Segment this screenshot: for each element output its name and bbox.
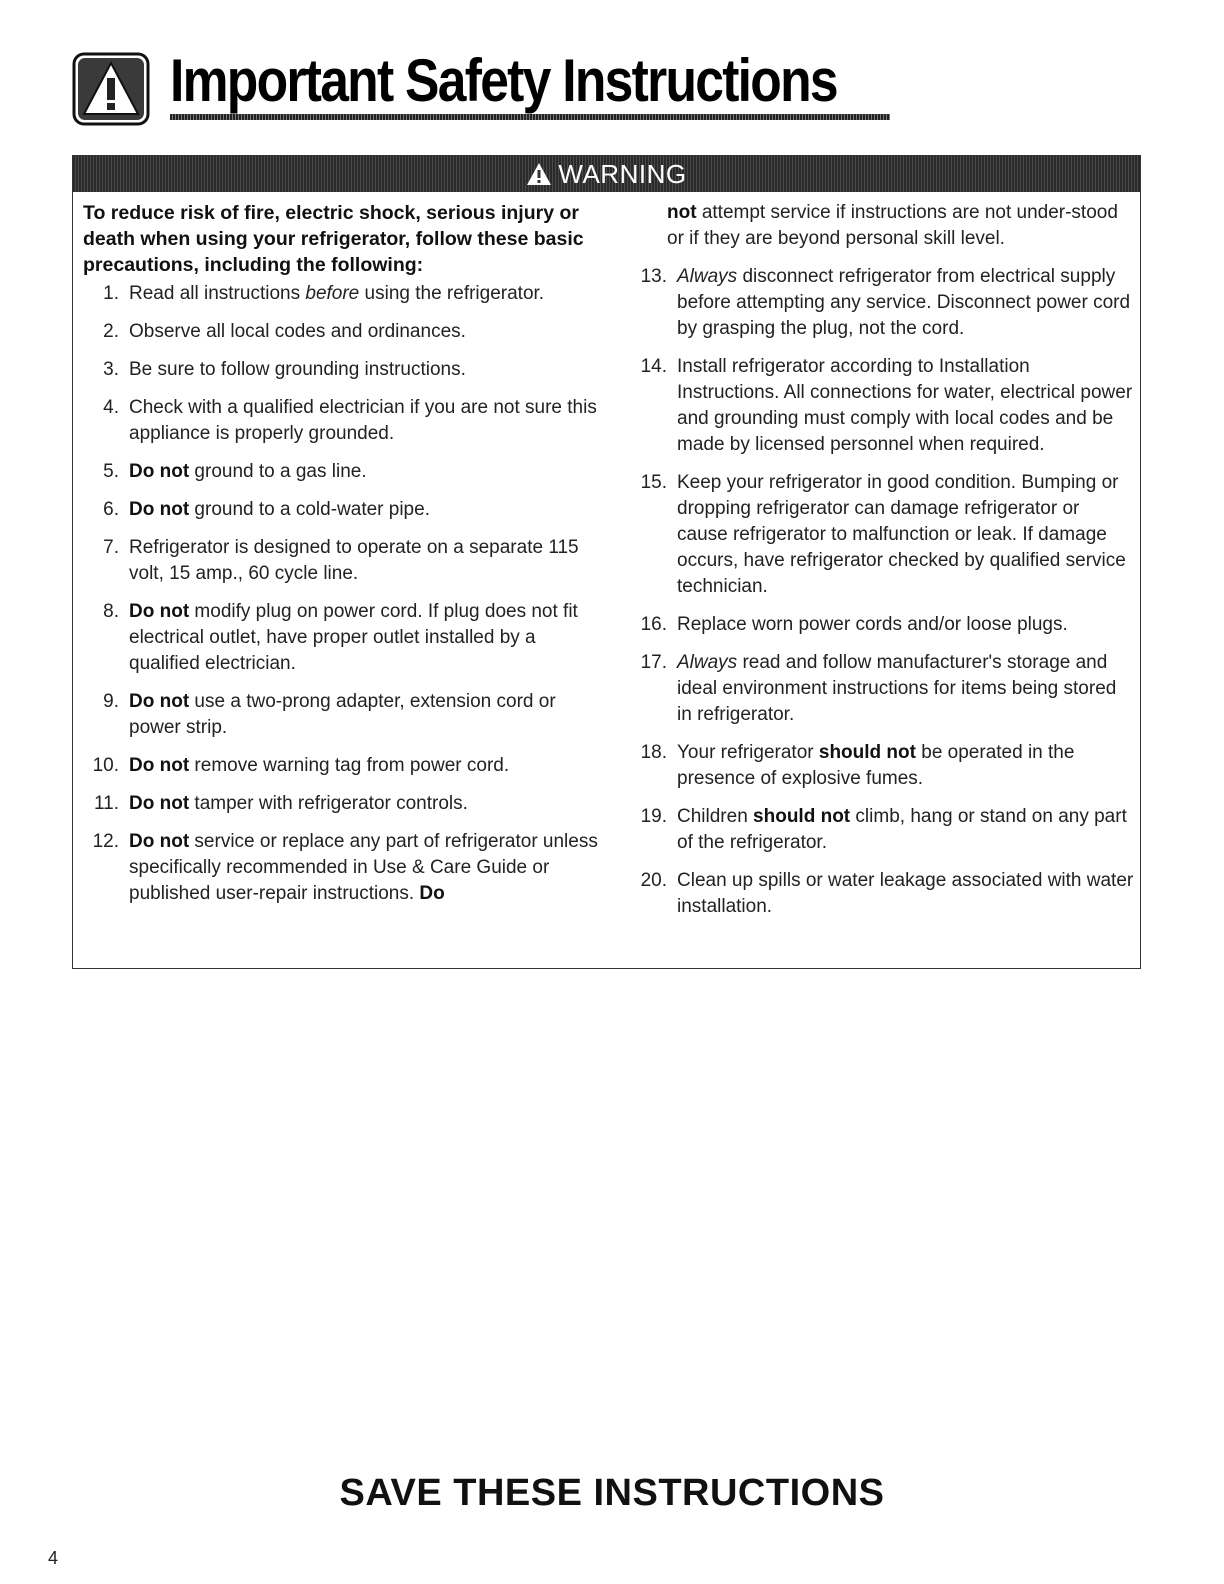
list-item [83, 599, 603, 677]
list-item [83, 395, 603, 447]
item-text: Check with a qualified electrician if you are not sure this appliance is properly grounded. [129, 397, 597, 444]
list-item-continuation: not attempt service if instructions are not under-stood or if they are beyond personal skill level. [667, 202, 1118, 249]
item-number: 1. [103, 283, 119, 304]
item-number: 2. [103, 321, 119, 342]
item-number: 8. [103, 601, 119, 622]
list-item [83, 753, 603, 779]
item-number: 4. [103, 397, 119, 418]
save-instructions-title: SAVE THESE INSTRUCTIONS [339, 1472, 885, 1514]
item-text: Refrigerator is designed to operate on a separate 115 volt, 15 amp., 60 cycle line. [129, 537, 579, 584]
list-item [631, 354, 1135, 458]
item-number: 9. [103, 691, 119, 712]
item-text: Do not remove warning tag from power cord. [129, 755, 510, 776]
item-number: 15. [640, 472, 667, 493]
list-item [631, 804, 1135, 856]
right-column [631, 200, 1135, 932]
item-text: Do not use a two-prong adapter, extension cord or power strip. [129, 691, 556, 738]
list-item [83, 791, 603, 817]
item-text: Always read and follow manufacturer's storage and ideal environment instructions for items being stored in refrigerator. [677, 652, 1117, 725]
list-item [631, 612, 1135, 638]
warning-heading [526, 159, 686, 190]
warning-label: WARNING [558, 158, 687, 189]
item-number: 7. [103, 537, 119, 558]
warning-intro: To reduce risk of fire, electric shock, serious injury or death when using your refrigerator, follow these basic precautions, including the following: [83, 202, 584, 276]
page-title: Important Safety Instructions [170, 47, 837, 114]
list-item [83, 459, 603, 485]
item-number: 5. [103, 461, 119, 482]
list-item [631, 264, 1135, 342]
item-number: 3. [103, 359, 119, 380]
list-item [631, 868, 1135, 920]
item-text: Be sure to follow grounding instructions. [129, 359, 466, 380]
item-text: Your refrigerator should not be operated in the presence of explosive fumes. [677, 742, 1075, 789]
item-text: Replace worn power cords and/or loose plugs. [677, 614, 1068, 635]
item-text: Do not ground to a cold-water pipe. [129, 499, 430, 520]
list-item [83, 497, 603, 523]
item-text: Keep your refrigerator in good condition. Bumping or dropping refrigerator can damage refrigerator or cause refrigerator to malfunction or leak. If damage occurs, have refrigerator checked by qualified service technician. [677, 472, 1126, 597]
list-item [83, 357, 603, 383]
item-number: 16. [640, 614, 667, 635]
item-text: Do not service or replace any part of refrigerator unless specifically recommended in Use & Care Guide or published user-repair instructions. Do [129, 831, 598, 904]
list-item [83, 829, 603, 907]
item-number: 14. [640, 356, 667, 377]
left-column [83, 200, 603, 919]
warning-bar [73, 156, 1140, 192]
item-number: 10. [92, 755, 119, 776]
list-item [631, 740, 1135, 792]
item-number: 18. [640, 742, 667, 763]
item-text: Clean up spills or water leakage associated with water installation. [677, 870, 1134, 917]
item-text: Observe all local codes and ordinances. [129, 321, 466, 342]
item-text: Children should not climb, hang or stand on any part of the refrigerator. [677, 806, 1127, 853]
item-text: Do not tamper with refrigerator controls. [129, 793, 468, 814]
item-text: Read all instructions before using the refrigerator. [129, 283, 545, 304]
list-item [83, 689, 603, 741]
list-item [83, 535, 603, 587]
item-text: Install refrigerator according to Installation Instructions. All connections for water, electrical power and grounding must comply with local codes and be made by licensed personnel when required. [677, 356, 1133, 455]
item-number: 19. [640, 806, 667, 827]
title-underline [170, 114, 890, 120]
item-text: Do not modify plug on power cord. If plug does not fit electrical outlet, have proper outlet installed by a qualified electrician. [129, 601, 578, 674]
list-item [83, 319, 603, 345]
item-text: Do not ground to a gas line. [129, 461, 367, 482]
page-number: 4 [48, 1548, 59, 1568]
item-number: 13. [640, 266, 667, 287]
list-item [631, 650, 1135, 728]
list-item [631, 470, 1135, 600]
page-header [72, 44, 837, 128]
item-number: 17. [640, 652, 667, 673]
warning-triangle-icon [526, 162, 552, 186]
item-number: 12. [92, 831, 119, 852]
item-text: Always disconnect refrigerator from electrical supply before attempting any service. Disconnect power cord by grasping the plug, not the cord. [677, 266, 1131, 339]
warning-box [72, 155, 1141, 969]
item-number: 6. [103, 499, 119, 520]
item-number: 11. [93, 793, 119, 814]
list-item [83, 281, 603, 307]
warning-triangle-icon [72, 52, 150, 126]
item-number: 20. [640, 870, 667, 891]
